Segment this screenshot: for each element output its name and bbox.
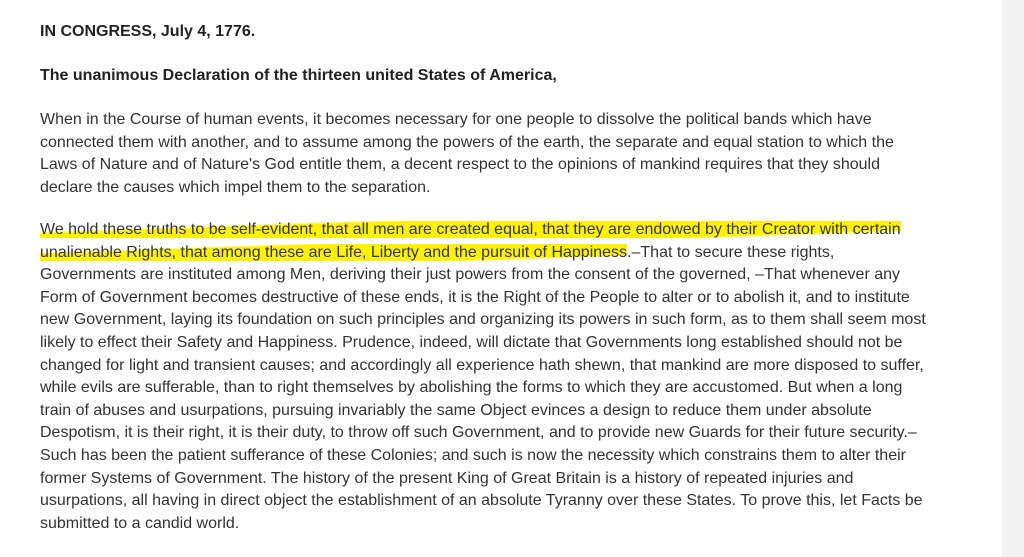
text-line: former Systems of Government. The history of the present King of Great Britain is a history of repeated injuries and [40,469,854,487]
text-line: new Government, laying its foundation on such principles and organizing its powers in such form, as to them shall seem most [40,311,926,329]
text-line [40,219,985,242]
text-line: changed for light and transient causes; and accordingly all experience hath shewn, that mankind are more disposed to suffer, [40,356,924,374]
highlighted-text: unalienable Rights, that among these are Life, Liberty and the pursuit of Happiness [40,243,628,261]
text-line: Laws of Nature and of Nature's God entitle them, a decent respect to the opinions of mankind requires that they should [40,156,880,174]
dateline-heading: IN CONGRESS, July 4, 1776. [40,23,256,40]
text-line: declare the causes which impel them to the separation. [40,178,431,196]
declaration-title: The unanimous Declaration of the thirteen united States of America, [40,67,557,84]
page-gutter [1002,0,1024,557]
paragraph-preamble [40,109,985,199]
text-line: train of abuses and usurpations, pursuing invariably the same Object evinces a design to reduce them under absolute [40,401,872,419]
text-line: When in the Course of human events, it becomes necessary for one people to dissolve the political bands which have [40,111,872,128]
line-continuation: .–That to secure these rights, [627,243,835,261]
text-line [40,242,985,265]
text-line: submitted to a candid world. [40,514,240,532]
text-line: usurpations, all having in direct object the establishment of an absolute Tyranny over these States. To prove this, let Facts be [40,492,923,510]
text-line: connected them with another, and to assume among the powers of the earth, the separate and equal station to which the [40,133,894,151]
text-line: Despotism, it is their right, it is their duty, to throw off such Government, and to provide new Guards for their future security.– [40,424,917,442]
text-line: while evils are sufferable, than to right themselves by abolishing the forms to which they are accustomed. But when a long [40,379,903,397]
text-line: Form of Government becomes destructive of these ends, it is the Right of the People to alter or to abolish it, and to institute [40,288,910,306]
paragraph-truths [40,219,985,535]
text-line: Governments are instituted among Men, deriving their just powers from the consent of the governed, –That whenever any [40,266,901,284]
text-line: likely to effect their Safety and Happiness. Prudence, indeed, will dictate that Governments long established should not be [40,333,903,351]
text-line: Such has been the patient sufferance of these Colonies; and such is now the necessity which constrains them to alter their [40,446,906,464]
highlighted-text: We hold these truths to be self-evident, that all men are created equal, that they are endowed by their Creator with certain [40,221,901,238]
